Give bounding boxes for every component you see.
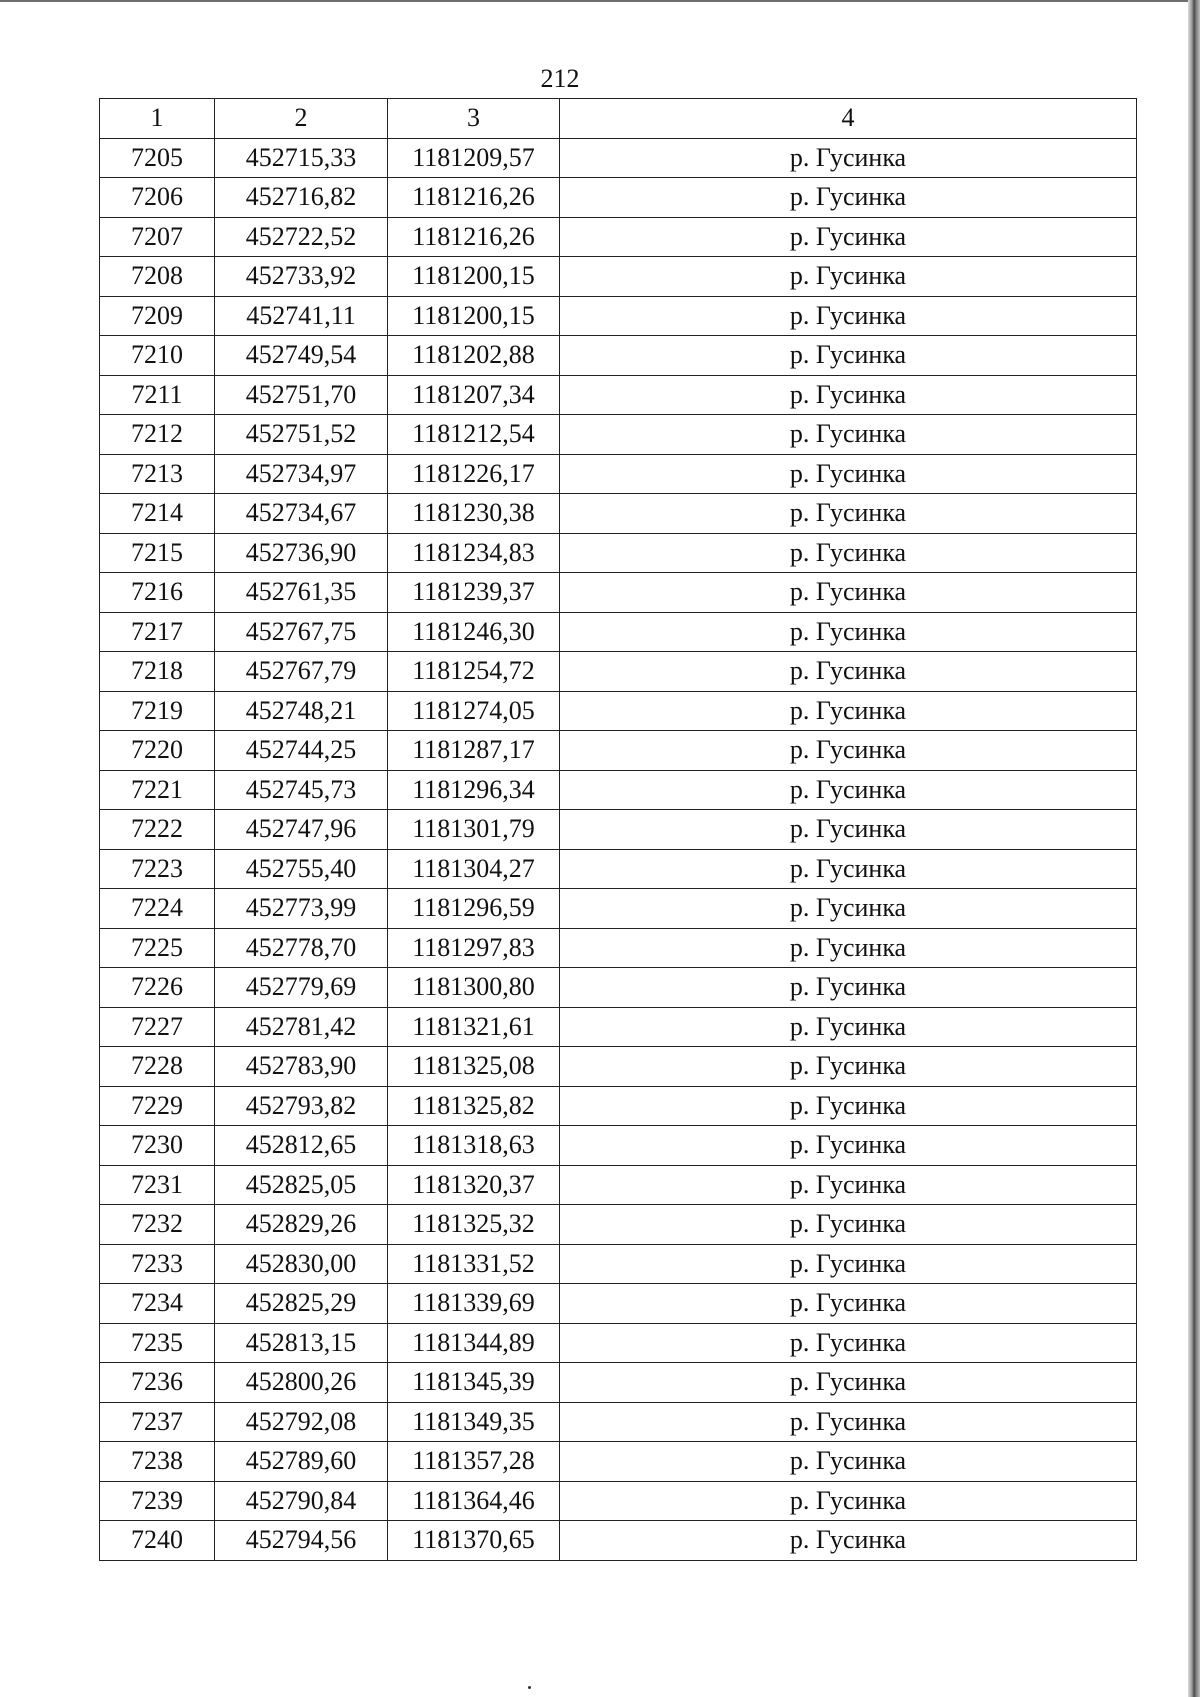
y-coordinate-cell: 1181234,83 bbox=[388, 533, 560, 573]
point-number-cell: 7205 bbox=[100, 138, 215, 178]
description-cell: р. Гусинка bbox=[560, 889, 1137, 929]
point-number-cell: 7218 bbox=[100, 652, 215, 692]
table-row bbox=[100, 1442, 1137, 1482]
table-row bbox=[100, 691, 1137, 731]
point-number-cell: 7229 bbox=[100, 1086, 215, 1126]
x-coordinate-cell: 452812,65 bbox=[215, 1126, 388, 1166]
y-coordinate-cell: 1181274,05 bbox=[388, 691, 560, 731]
table-row bbox=[100, 1047, 1137, 1087]
point-number-cell: 7231 bbox=[100, 1165, 215, 1205]
description-cell: р. Гусинка bbox=[560, 296, 1137, 336]
y-coordinate-cell: 1181321,61 bbox=[388, 1007, 560, 1047]
x-coordinate-cell: 452736,90 bbox=[215, 533, 388, 573]
y-coordinate-cell: 1181202,88 bbox=[388, 336, 560, 376]
table-row bbox=[100, 415, 1137, 455]
x-coordinate-cell: 452715,33 bbox=[215, 138, 388, 178]
x-coordinate-cell: 452825,29 bbox=[215, 1284, 388, 1324]
point-number-cell: 7240 bbox=[100, 1521, 215, 1561]
point-number-cell: 7232 bbox=[100, 1205, 215, 1245]
scan-right-edge bbox=[1188, 0, 1200, 1697]
table-row bbox=[100, 296, 1137, 336]
y-coordinate-cell: 1181304,27 bbox=[388, 849, 560, 889]
description-cell: р. Гусинка bbox=[560, 1126, 1137, 1166]
table-row bbox=[100, 928, 1137, 968]
point-number-cell: 7216 bbox=[100, 573, 215, 613]
table-row bbox=[100, 375, 1137, 415]
point-number-cell: 7236 bbox=[100, 1363, 215, 1403]
x-coordinate-cell: 452751,52 bbox=[215, 415, 388, 455]
y-coordinate-cell: 1181200,15 bbox=[388, 296, 560, 336]
table-row bbox=[100, 533, 1137, 573]
table-row bbox=[100, 257, 1137, 297]
description-cell: р. Гусинка bbox=[560, 770, 1137, 810]
description-cell: р. Гусинка bbox=[560, 849, 1137, 889]
table-row bbox=[100, 336, 1137, 376]
x-coordinate-cell: 452781,42 bbox=[215, 1007, 388, 1047]
table-row bbox=[100, 1205, 1137, 1245]
point-number-cell: 7215 bbox=[100, 533, 215, 573]
x-coordinate-cell: 452813,15 bbox=[215, 1323, 388, 1363]
point-number-cell: 7206 bbox=[100, 178, 215, 218]
y-coordinate-cell: 1181216,26 bbox=[388, 178, 560, 218]
y-coordinate-cell: 1181325,82 bbox=[388, 1086, 560, 1126]
description-cell: р. Гусинка bbox=[560, 1442, 1137, 1482]
description-cell: р. Гусинка bbox=[560, 1244, 1137, 1284]
table-row bbox=[100, 810, 1137, 850]
description-cell: р. Гусинка bbox=[560, 691, 1137, 731]
description-cell: р. Гусинка bbox=[560, 336, 1137, 376]
point-number-cell: 7217 bbox=[100, 612, 215, 652]
point-number-cell: 7238 bbox=[100, 1442, 215, 1482]
y-coordinate-cell: 1181339,69 bbox=[388, 1284, 560, 1324]
point-number-cell: 7239 bbox=[100, 1481, 215, 1521]
table-row bbox=[100, 1126, 1137, 1166]
description-cell: р. Гусинка bbox=[560, 1284, 1137, 1324]
x-coordinate-cell: 452783,90 bbox=[215, 1047, 388, 1087]
point-number-cell: 7210 bbox=[100, 336, 215, 376]
table-row bbox=[100, 494, 1137, 534]
description-cell: р. Гусинка bbox=[560, 612, 1137, 652]
y-coordinate-cell: 1181345,39 bbox=[388, 1363, 560, 1403]
y-coordinate-cell: 1181325,08 bbox=[388, 1047, 560, 1087]
x-coordinate-cell: 452767,79 bbox=[215, 652, 388, 692]
x-coordinate-cell: 452789,60 bbox=[215, 1442, 388, 1482]
y-coordinate-cell: 1181226,17 bbox=[388, 454, 560, 494]
table-row bbox=[100, 573, 1137, 613]
description-cell: р. Гусинка bbox=[560, 1402, 1137, 1442]
point-number-cell: 7211 bbox=[100, 375, 215, 415]
y-coordinate-cell: 1181254,72 bbox=[388, 652, 560, 692]
table-row bbox=[100, 1323, 1137, 1363]
description-cell: р. Гусинка bbox=[560, 1363, 1137, 1403]
y-coordinate-cell: 1181357,28 bbox=[388, 1442, 560, 1482]
description-cell: р. Гусинка bbox=[560, 928, 1137, 968]
description-cell: р. Гусинка bbox=[560, 494, 1137, 534]
x-coordinate-cell: 452830,00 bbox=[215, 1244, 388, 1284]
point-number-cell: 7235 bbox=[100, 1323, 215, 1363]
point-number-cell: 7212 bbox=[100, 415, 215, 455]
table-header bbox=[100, 99, 1137, 139]
header-cell-1: 1 bbox=[100, 99, 215, 139]
y-coordinate-cell: 1181230,38 bbox=[388, 494, 560, 534]
y-coordinate-cell: 1181212,54 bbox=[388, 415, 560, 455]
x-coordinate-cell: 452825,05 bbox=[215, 1165, 388, 1205]
point-number-cell: 7233 bbox=[100, 1244, 215, 1284]
table-row bbox=[100, 1284, 1137, 1324]
point-number-cell: 7230 bbox=[100, 1126, 215, 1166]
description-cell: р. Гусинка bbox=[560, 1007, 1137, 1047]
table-row bbox=[100, 178, 1137, 218]
y-coordinate-cell: 1181296,34 bbox=[388, 770, 560, 810]
x-coordinate-cell: 452747,96 bbox=[215, 810, 388, 850]
description-cell: р. Гусинка bbox=[560, 1086, 1137, 1126]
y-coordinate-cell: 1181200,15 bbox=[388, 257, 560, 297]
table-row bbox=[100, 1244, 1137, 1284]
coordinates-table bbox=[99, 98, 1137, 1561]
description-cell: р. Гусинка bbox=[560, 217, 1137, 257]
x-coordinate-cell: 452751,70 bbox=[215, 375, 388, 415]
table-row bbox=[100, 138, 1137, 178]
y-coordinate-cell: 1181370,65 bbox=[388, 1521, 560, 1561]
header-cell-2: 2 bbox=[215, 99, 388, 139]
description-cell: р. Гусинка bbox=[560, 652, 1137, 692]
y-coordinate-cell: 1181216,26 bbox=[388, 217, 560, 257]
point-number-cell: 7219 bbox=[100, 691, 215, 731]
description-cell: р. Гусинка bbox=[560, 375, 1137, 415]
y-coordinate-cell: 1181301,79 bbox=[388, 810, 560, 850]
x-coordinate-cell: 452800,26 bbox=[215, 1363, 388, 1403]
point-number-cell: 7225 bbox=[100, 928, 215, 968]
x-coordinate-cell: 452741,11 bbox=[215, 296, 388, 336]
table-row bbox=[100, 454, 1137, 494]
y-coordinate-cell: 1181320,37 bbox=[388, 1165, 560, 1205]
table-row bbox=[100, 731, 1137, 771]
table-row bbox=[100, 1007, 1137, 1047]
table-row bbox=[100, 968, 1137, 1008]
table-row bbox=[100, 1363, 1137, 1403]
point-number-cell: 7222 bbox=[100, 810, 215, 850]
point-number-cell: 7221 bbox=[100, 770, 215, 810]
table-row bbox=[100, 1086, 1137, 1126]
x-coordinate-cell: 452716,82 bbox=[215, 178, 388, 218]
point-number-cell: 7226 bbox=[100, 968, 215, 1008]
x-coordinate-cell: 452794,56 bbox=[215, 1521, 388, 1561]
y-coordinate-cell: 1181300,80 bbox=[388, 968, 560, 1008]
y-coordinate-cell: 1181287,17 bbox=[388, 731, 560, 771]
x-coordinate-cell: 452767,75 bbox=[215, 612, 388, 652]
table-row bbox=[100, 652, 1137, 692]
description-cell: р. Гусинка bbox=[560, 257, 1137, 297]
table-row bbox=[100, 889, 1137, 929]
description-cell: р. Гусинка bbox=[560, 1323, 1137, 1363]
point-number-cell: 7223 bbox=[100, 849, 215, 889]
x-coordinate-cell: 452778,70 bbox=[215, 928, 388, 968]
table-row bbox=[100, 770, 1137, 810]
table-row bbox=[100, 1165, 1137, 1205]
table-row bbox=[100, 849, 1137, 889]
y-coordinate-cell: 1181325,32 bbox=[388, 1205, 560, 1245]
header-cell-3: 3 bbox=[388, 99, 560, 139]
description-cell: р. Гусинка bbox=[560, 810, 1137, 850]
description-cell: р. Гусинка bbox=[560, 454, 1137, 494]
point-number-cell: 7234 bbox=[100, 1284, 215, 1324]
x-coordinate-cell: 452829,26 bbox=[215, 1205, 388, 1245]
point-number-cell: 7207 bbox=[100, 217, 215, 257]
x-coordinate-cell: 452744,25 bbox=[215, 731, 388, 771]
y-coordinate-cell: 1181246,30 bbox=[388, 612, 560, 652]
point-number-cell: 7228 bbox=[100, 1047, 215, 1087]
x-coordinate-cell: 452734,97 bbox=[215, 454, 388, 494]
point-number-cell: 7237 bbox=[100, 1402, 215, 1442]
x-coordinate-cell: 452793,82 bbox=[215, 1086, 388, 1126]
x-coordinate-cell: 452790,84 bbox=[215, 1481, 388, 1521]
header-cell-4: 4 bbox=[560, 99, 1137, 139]
description-cell: р. Гусинка bbox=[560, 1521, 1137, 1561]
table-row bbox=[100, 612, 1137, 652]
description-cell: р. Гусинка bbox=[560, 533, 1137, 573]
description-cell: р. Гусинка bbox=[560, 573, 1137, 613]
y-coordinate-cell: 1181207,34 bbox=[388, 375, 560, 415]
point-number-cell: 7213 bbox=[100, 454, 215, 494]
x-coordinate-cell: 452722,52 bbox=[215, 217, 388, 257]
x-coordinate-cell: 452792,08 bbox=[215, 1402, 388, 1442]
description-cell: р. Гусинка bbox=[560, 138, 1137, 178]
y-coordinate-cell: 1181318,63 bbox=[388, 1126, 560, 1166]
description-cell: р. Гусинка bbox=[560, 1481, 1137, 1521]
page-number: 212 bbox=[540, 64, 580, 93]
y-coordinate-cell: 1181297,83 bbox=[388, 928, 560, 968]
table-row bbox=[100, 1402, 1137, 1442]
y-coordinate-cell: 1181331,52 bbox=[388, 1244, 560, 1284]
scan-top-edge bbox=[0, 0, 1200, 2]
x-coordinate-cell: 452734,67 bbox=[215, 494, 388, 534]
y-coordinate-cell: 1181349,35 bbox=[388, 1402, 560, 1442]
x-coordinate-cell: 452749,54 bbox=[215, 336, 388, 376]
point-number-cell: 7227 bbox=[100, 1007, 215, 1047]
x-coordinate-cell: 452745,73 bbox=[215, 770, 388, 810]
description-cell: р. Гусинка bbox=[560, 968, 1137, 1008]
point-number-cell: 7220 bbox=[100, 731, 215, 771]
point-number-cell: 7224 bbox=[100, 889, 215, 929]
description-cell: р. Гусинка bbox=[560, 1165, 1137, 1205]
point-number-cell: 7214 bbox=[100, 494, 215, 534]
x-coordinate-cell: 452761,35 bbox=[215, 573, 388, 613]
x-coordinate-cell: 452748,21 bbox=[215, 691, 388, 731]
table-row bbox=[100, 217, 1137, 257]
x-coordinate-cell: 452733,92 bbox=[215, 257, 388, 297]
table-body bbox=[100, 138, 1137, 1560]
description-cell: р. Гусинка bbox=[560, 1047, 1137, 1087]
y-coordinate-cell: 1181209,57 bbox=[388, 138, 560, 178]
x-coordinate-cell: 452773,99 bbox=[215, 889, 388, 929]
y-coordinate-cell: 1181239,37 bbox=[388, 573, 560, 613]
point-number-cell: 7208 bbox=[100, 257, 215, 297]
y-coordinate-cell: 1181344,89 bbox=[388, 1323, 560, 1363]
point-number-cell: 7209 bbox=[100, 296, 215, 336]
description-cell: р. Гусинка bbox=[560, 731, 1137, 771]
y-coordinate-cell: 1181296,59 bbox=[388, 889, 560, 929]
table-row bbox=[100, 1481, 1137, 1521]
x-coordinate-cell: 452779,69 bbox=[215, 968, 388, 1008]
y-coordinate-cell: 1181364,46 bbox=[388, 1481, 560, 1521]
description-cell: р. Гусинка bbox=[560, 415, 1137, 455]
x-coordinate-cell: 452755,40 bbox=[215, 849, 388, 889]
header-row bbox=[100, 99, 1137, 139]
scan-dot bbox=[528, 1686, 531, 1689]
description-cell: р. Гусинка bbox=[560, 1205, 1137, 1245]
description-cell: р. Гусинка bbox=[560, 178, 1137, 218]
table-row bbox=[100, 1521, 1137, 1561]
